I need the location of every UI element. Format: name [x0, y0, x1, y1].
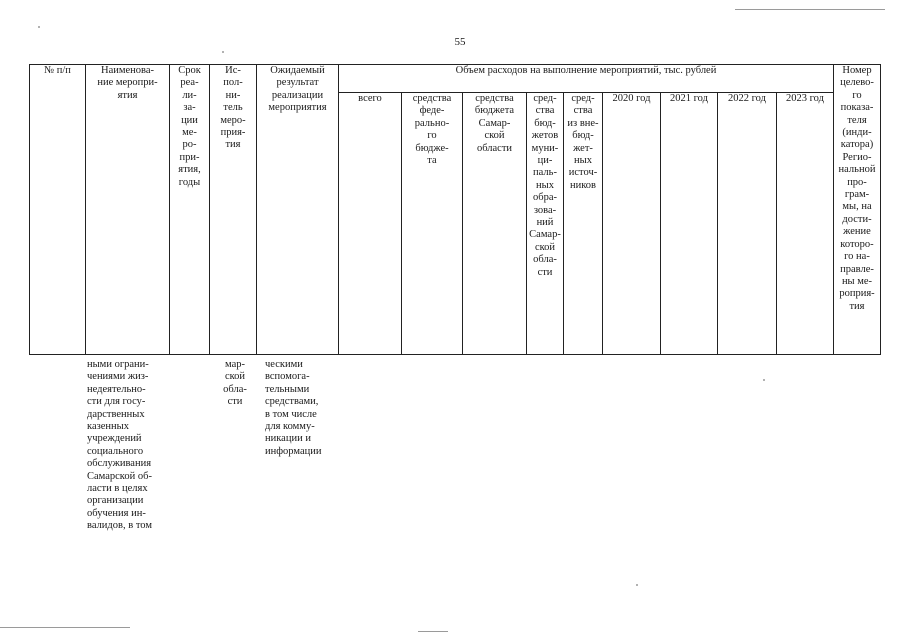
header-term: Срок реа- ли- за- ции ме- ро- при- ятия, годы — [170, 65, 210, 355]
scan-artifact-dot — [38, 26, 40, 28]
scan-artifact-line — [418, 631, 448, 632]
header-expenses: Объем расходов на выполнение мероприятий, тыс. рублей — [339, 65, 834, 93]
scan-artifact-dot — [636, 584, 638, 586]
header-2023: 2023 год — [777, 93, 834, 355]
scan-artifact-dot — [763, 379, 765, 381]
page-number: 55 — [454, 36, 466, 48]
header-federal: средства феде- рально- го бюдже- та — [402, 93, 463, 355]
continuation-result: ческими вспомога- тельными средствами, в том числе для комму- никации и информации — [265, 359, 322, 457]
header-num: № п/п — [30, 65, 86, 355]
header-municipal: сред- ства бюд- жетов муни- ци- паль- ных обра- зова- ний Самар- ской обла- сти — [527, 93, 564, 355]
header-executor: Ис- пол- ни- тель меро- прия- тия — [210, 65, 257, 355]
header-name: Наименова- ние меропри- ятия — [86, 65, 170, 355]
scan-artifact-line — [735, 9, 885, 10]
header-regional: средства бюджета Самар- ской области — [463, 93, 527, 355]
scan-artifact-line — [0, 627, 130, 628]
header-2020: 2020 год — [603, 93, 661, 355]
header-total: всего — [339, 93, 402, 355]
scan-artifact-dot — [222, 51, 224, 53]
continuation-name: ными ограни- чениями жиз- недеятельно- сти для госу- дарственных казенных учреждений социального обслуживания Самарской об- ласти в целях организации обучения ин- валидов, в том — [87, 359, 152, 532]
header-2021: 2021 год — [661, 93, 718, 355]
expenses-table — [29, 64, 881, 355]
continuation-executor: мар- ской обла- сти — [223, 359, 247, 408]
header-result: Ожидаемый результат реализации мероприятия — [257, 65, 339, 355]
header-2022: 2022 год — [718, 93, 777, 355]
header-extra: сред- ства из вне- бюд- жет- ных источ- ников — [564, 93, 603, 355]
header-indicator: Номер целево- го показа- теля (инди- катора) Регио- нальной про- грам- мы, на дости- жение которо- го на- правле- ны ме- роприя- тия — [834, 65, 881, 355]
